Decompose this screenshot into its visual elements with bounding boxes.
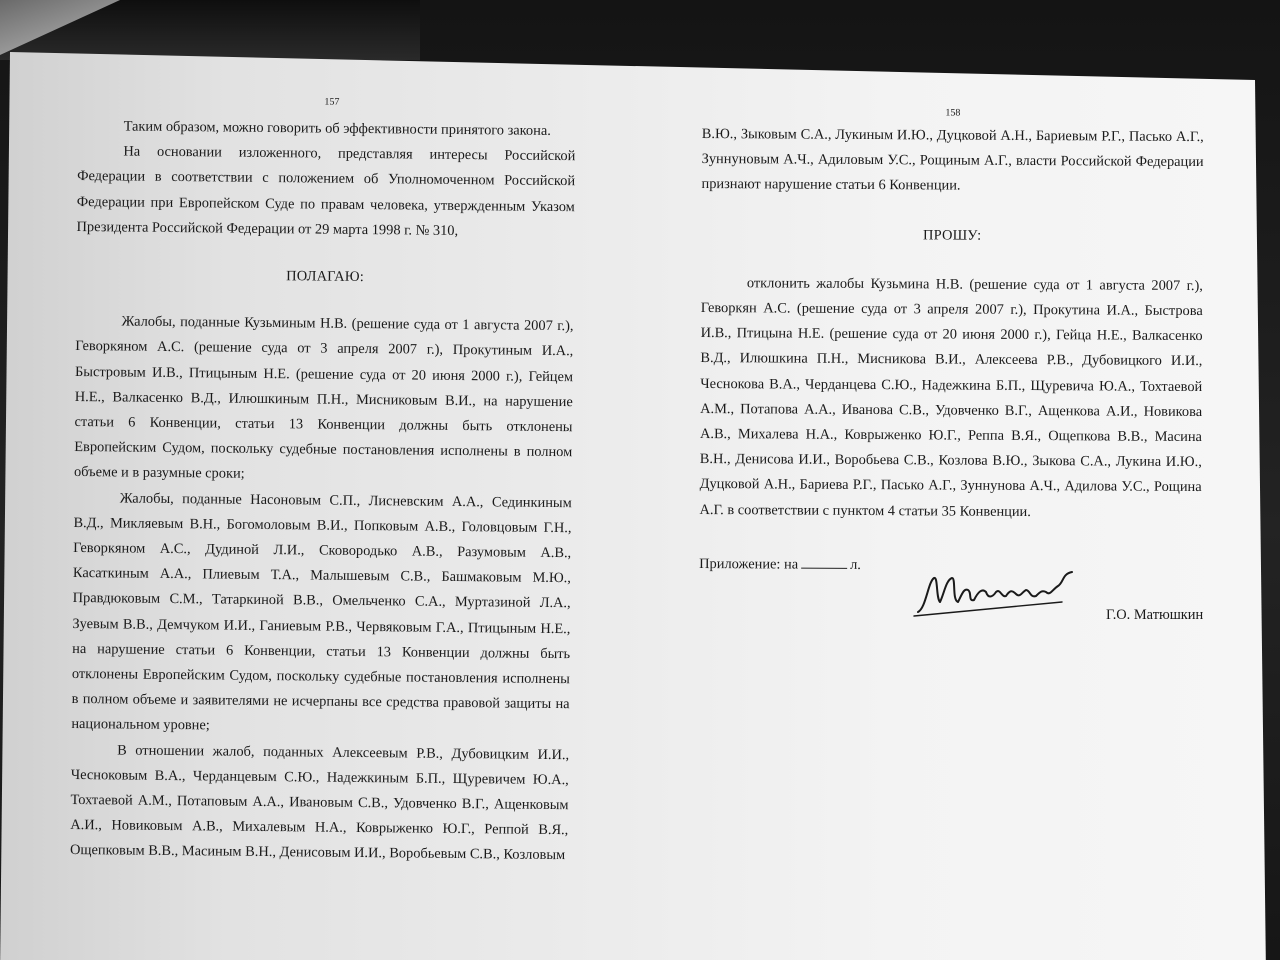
heading-proshu: ПРОШУ: [922, 226, 982, 244]
request-paragraph: отклонить жалобы Кузьмина Н.В. (решение суда от 1 августа 2007 г.), Геворкян А.С. (решение суда от 3 апреля 2007 г.), Прокутина И.А., Быстрова И.В., Птицына Н.Е. (решение суда от 20 июня 2000 г.), Гейца Н.Е., Валкасенко В.Д., Илюшкина П.Н., Мисникова В.И., Алексеева Р.В., Дубовицкого И.И., Чеснокова В.А., Черданцева С.Ю., Надежкина Б.П., Щуревича Ю.А., Тохтаевой А.М., Потапова А.А., Иванова С.В., Удовченко В.Г., Ащенкова А.И., Новикова А.В., Михалева Н.А., Коврыженко Ю.Г., Реппа В.Я., Ощепкова В.В., Масина В.Н., Денисова И.И., Воробьева С.В., Козлова В.Ю., Зыкова С.А., Лукина И.Ю., Дуцковой А.Н., Бариева Р.Г., Пасько А.Г., Зуннунова А.Ч., Адилова У.С., Рощина А.Г. в соответствии с пунктом 4 статьи 35 Конвенции. [699, 275, 1203, 520]
body-paragraph-1: Жалобы, поданные Кузьминым Н.В. (решение суда от 1 августа 2007 г.), Геворкяном А.С. (решение суда от 3 апреля 2007 г.), Прокутиным И.А., Быстровым И.В., Птицыным Н.Е. (решение суда от 20 июня 2000 г.), Гейцем Н.Е., Валкасенко В.Д., Илюшкиным П.Н., Мисниковым В.И., на нарушение статьи 6 Конвенции, статьи 13 Конвенции должны быть отклонены Европейским Судом, поскольку судебные постановления исполнены в полном объеме и в разумные сроки; [73, 313, 574, 483]
page-number-right: 158 [945, 107, 961, 119]
appendix-blank [801, 551, 847, 568]
body-paragraph-2: Жалобы, поданные Насоновым С.П., Лисневским А.А., Сединкиным В.Д., Микляевым В.Н., Богомоловым В.И., Попковым А.В., Головцовым Г.Н., Геворкяном А.С., Дудиной Л.И., Сковородько А.В., Разумовым А.В., Касаткиным А.А., Плиевым Т.А., Малышевым С.В., Башмаковым М.Ю., Правдюковым С.М., Татаркиной В.В., Омельченко С.А., Муртазиной Л.А., Зуевым В.В., Демчуком И.И., Ганиевым Р.В., Червяковым Г.А., Птицыным Н.Е., на нарушение статьи 6 Конвенции, статьи 13 Конвенции должны быть отклонены Европейским Судом, поскольку судебные постановления исполнены в полном объеме и заявителями не исчерпаны все средства правовой защиты на национальном уровне; [71, 490, 572, 734]
intro-paragraph-1: Таким образом, можно говорить об эффективности принятого закона. [123, 118, 551, 139]
heading-polagayu: ПОЛАГАЮ: [286, 268, 365, 286]
page-number-left: 157 [324, 96, 340, 108]
continuation-paragraph: В.Ю., Зыковым С.А., Лукиным И.Ю., Дуцковой А.Н., Бариевым Р.Г., Пасько А.Г., Зуннуновым А.Ч., Адиловым У.С., Рощиным А.Г., власти Российской Федерации признают нарушение статьи 6 Конвенции. [701, 125, 1204, 194]
appendix-suffix: л. [850, 556, 861, 573]
appendix-prefix: Приложение: на [699, 555, 799, 573]
left-page [70, 92, 576, 869]
handwritten-signature [912, 568, 1082, 622]
body-paragraph-3: В отношении жалоб, поданных Алексеевым Р.В., Дубовицким И.И., Чесноковым В.А., Черданцевым С.Ю., Надежкиным Б.П., Щуревичем Ю.А., Тохтаевой А.М., Потаповым А.А., Ивановым С.В., Удовченко В.Г., Ащенковым А.И., Новиковым А.В., Михалевым Н.А., Коврыженко Ю.Г., Реппой В.Я., Ощепковым В.В., Масиным В.Н., Денисовым И.И., Воробьевым С.В., Козловым [69, 742, 570, 864]
intro-paragraph-2: На основании изложенного, представляя интересы Российской Федерации в соответствии с положением об Уполномоченном Российской Федерации при Европейском Суде по правам человека, утвержденным Указом Президента Российской Федерации от 29 марта 1998 г. № 310, [76, 143, 576, 239]
signer-name: Г.О. Матюшкин [1106, 607, 1204, 623]
right-page [699, 104, 1204, 580]
